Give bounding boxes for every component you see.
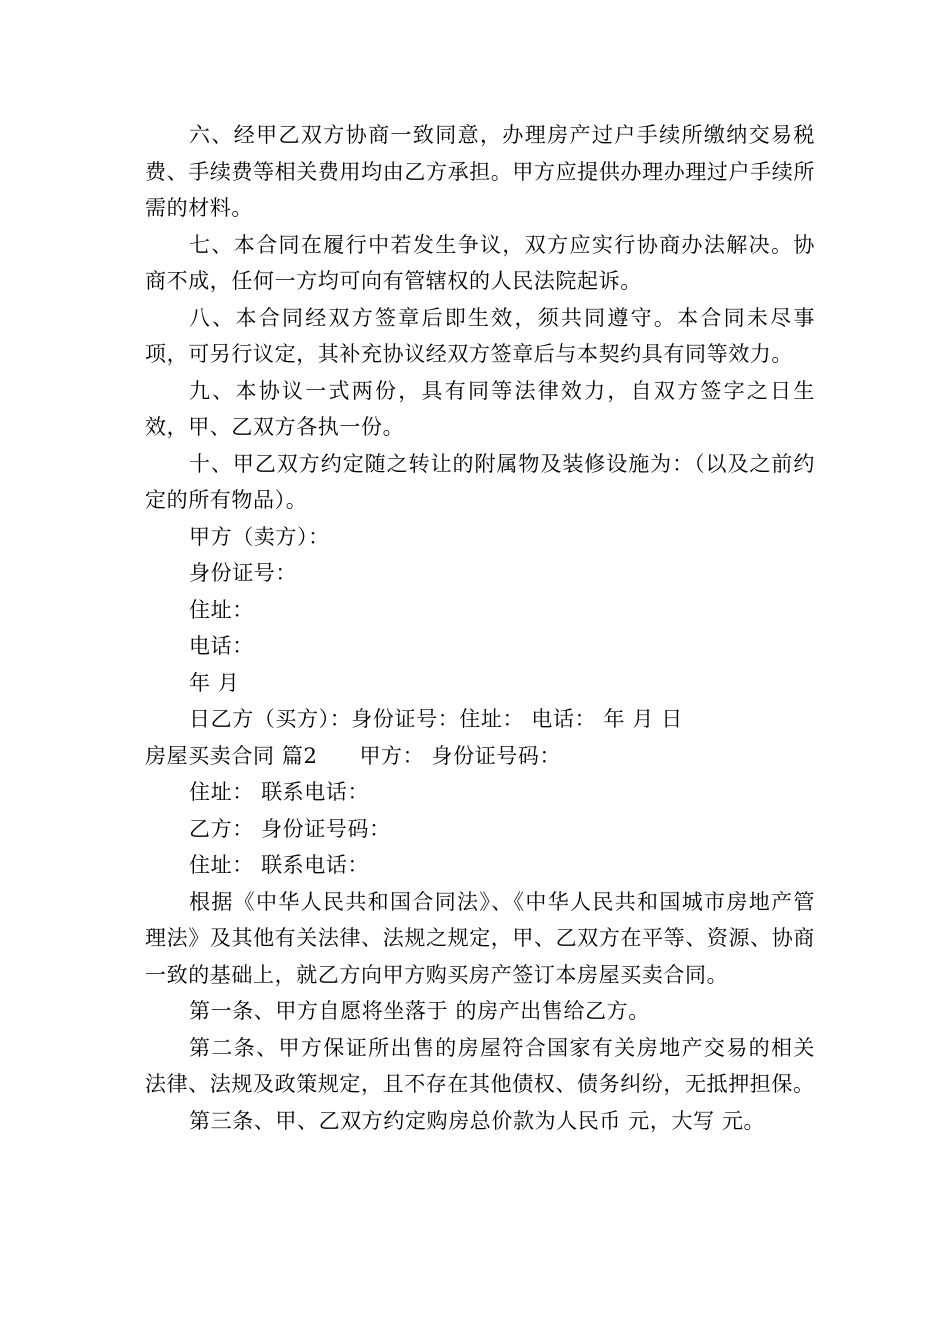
- clause-7: 七、本合同在履行中若发生争议，双方应实行协商办法解决。协商不成，任何一方均可向有管辖权的人民法院起诉。: [145, 232, 815, 293]
- seller-phone-label: 电话：: [189, 634, 254, 658]
- section2-heading: 房屋买卖合同 篇2: [145, 743, 318, 768]
- section2-heading-line: [145, 738, 815, 775]
- seller-date-label: 年 月: [189, 670, 240, 695]
- clause-10: 十、甲乙双方约定随之转让的附属物及装修设施为：（以及之前约定的所有物品）。: [145, 451, 815, 512]
- s2-preamble: 根据《中华人民共和国合同法》、《中华人民共和国城市房地产管理法》及其他有关法律、法规之规定，甲、乙双方在平等、资源、协商一致的基础上，就乙方向甲方购买房产签订本房屋买卖合同。: [145, 889, 815, 987]
- section2-party-a: 甲方： 身份证号码：: [359, 743, 562, 768]
- s2-article-1: 第一条、甲方自愿将坐落于 的房产出售给乙方。: [189, 999, 650, 1023]
- seller-id-label: 身份证号：: [189, 561, 297, 585]
- seller-address-label: 住址：: [189, 597, 254, 622]
- seller-label: 甲方（卖方）：: [189, 524, 330, 549]
- document-body: [145, 117, 815, 1139]
- s2-buyer-address-line: 住址： 联系电话：: [189, 853, 370, 877]
- clause-9: 九、本协议一式两份，具有同等法律效力，自双方签字之日生效，甲、乙双方各执一份。: [145, 378, 815, 439]
- s2-article-3: 第三条、甲、乙双方约定购房总价款为人民币 元，大写 元。: [189, 1108, 766, 1133]
- s2-seller-address-line: 住址： 联系电话：: [189, 780, 370, 804]
- clause-6: 六、经甲乙双方协商一致同意，办理房产过户手续所缴纳交易税费、手续费等相关费用均由乙方承担。甲方应提供办理办理过户手续所需的材料。: [145, 123, 815, 220]
- s2-buyer-label: 乙方： 身份证号码：: [189, 816, 391, 841]
- buyer-info-line: 日乙方（买方）：身份证号：住址： 电话： 年 月 日: [189, 707, 683, 731]
- s2-article-2: 第二条、甲方保证所出售的房屋符合国家有关房地产交易的相关法律、法规及政策规定，且不存在其他债权、债务纠纷，无抵押担保。: [145, 1035, 815, 1096]
- clause-8: 八、本合同经双方签章后即生效，须共同遵守。本合同未尽事项，可另行议定，其补充协议经双方签章后与本契约具有同等效力。: [145, 305, 815, 366]
